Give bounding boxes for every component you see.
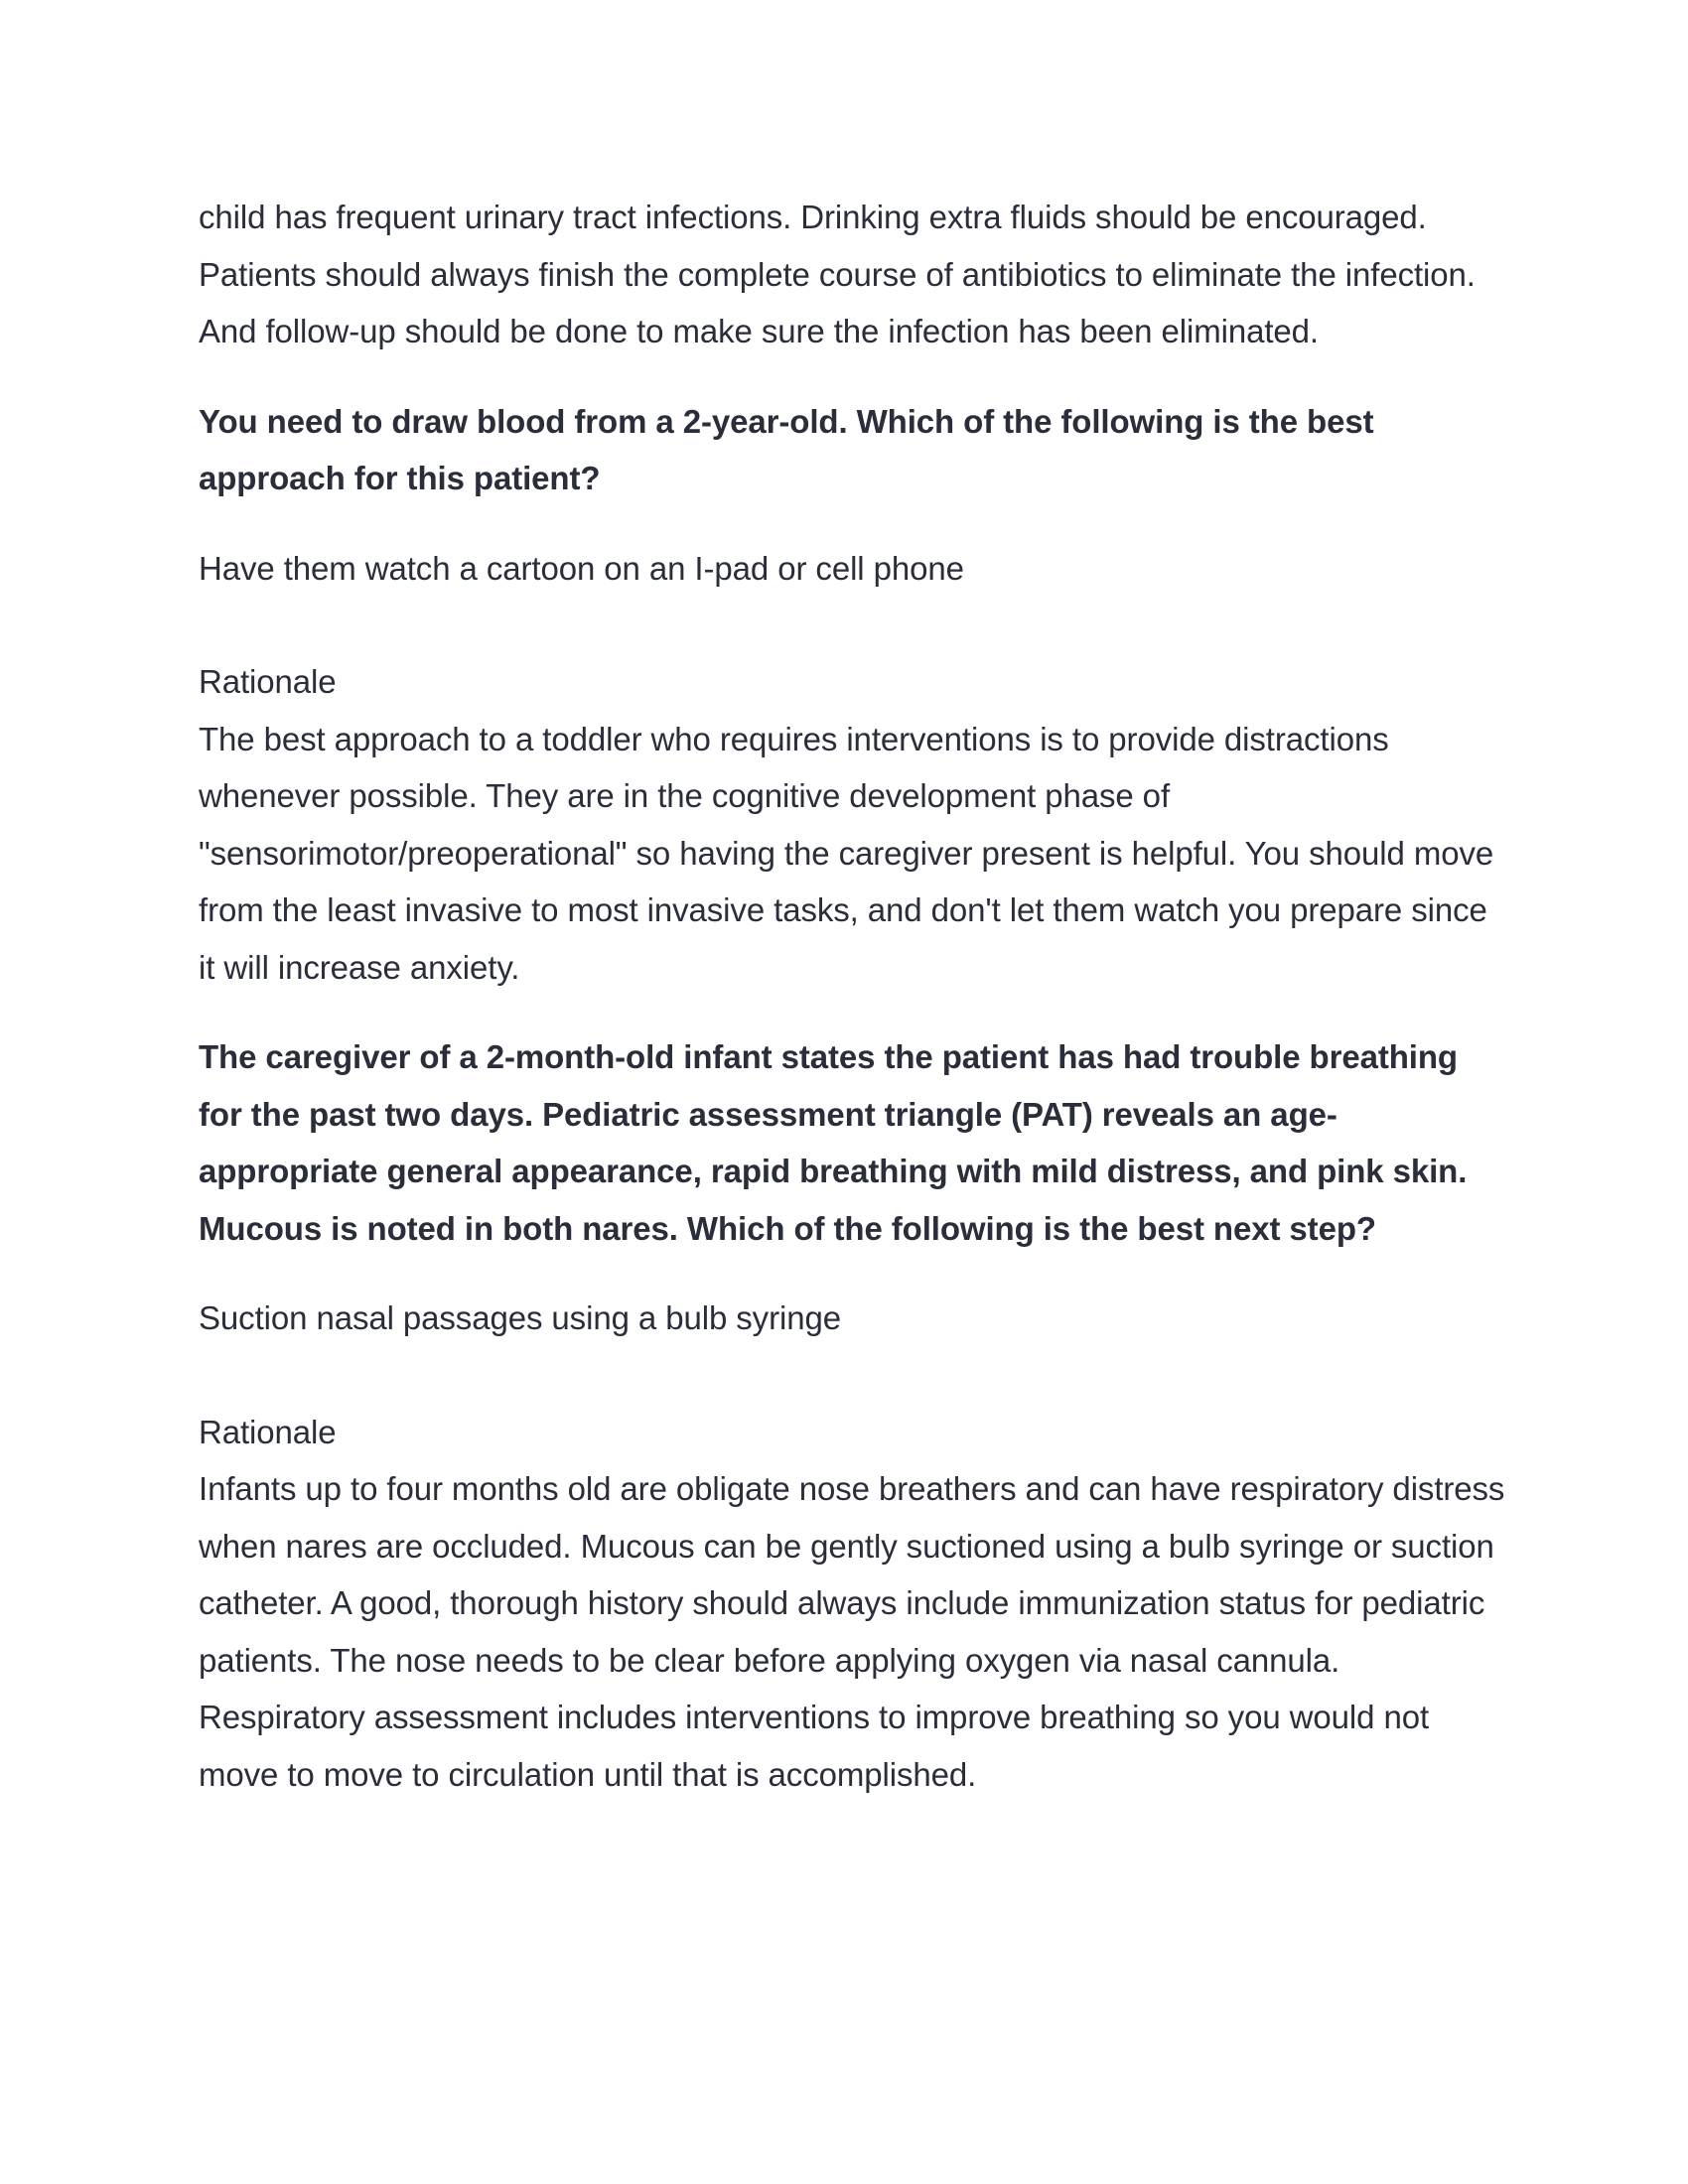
question-text: The caregiver of a 2-month-old infant states the patient has had trouble breathing for the past two days. Pediatric assessment triangle (PAT) reveals an age-appropriate general appearance, rapid breathing with mild distress, and pink skin. Mucous is noted in both nares. Which of the following is the best next step? [199,1038,1468,1247]
document-page [199,189,1509,1836]
rationale-text: Infants up to four months old are obligate nose breathers and can have respiratory distress when nares are occluded. Mucous can be gently suctioned using a bulb syringe or suction catheter. A good, thorough history should always include immunization status for pediatric patients. The nose needs to be clear before applying oxygen via nasal cannula. Respiratory assessment includes interventions to improve breathing so you would not move to move to circulation until that is accomplished. [199,1470,1505,1793]
question-block-2 [199,1028,1509,1803]
answer-text: Suction nasal passages using a bulb syringe [199,1299,841,1336]
rationale-text: The best approach to a toddler who requires interventions is to provide distractions whenever possible. They are in the cognitive development phase of "sensorimotor/preoperational" so having the caregiver present is helpful. You should move from the least invasive to most invasive tasks, and don't let them watch you prepare since it will increase anxiety. [199,720,1494,986]
rationale-block [199,1404,1509,1804]
question-text: You need to draw blood from a 2-year-old. Which of the following is the best approach for this patient? [199,402,1374,496]
answer-text: Have them watch a cartoon on an I-pad or cell phone [199,549,964,587]
rationale-block [199,653,1509,996]
rationale-label: Rationale [199,1413,337,1450]
rationale-label: Rationale [199,663,337,700]
question-block-1 [199,393,1509,997]
intro-paragraph: child has frequent urinary tract infections. Drinking extra fluids should be encouraged. Patients should always finish the complete course of antibiotics to eliminate the infection. And follow-up should be done to make sure the infection has been eliminated. [199,199,1476,349]
